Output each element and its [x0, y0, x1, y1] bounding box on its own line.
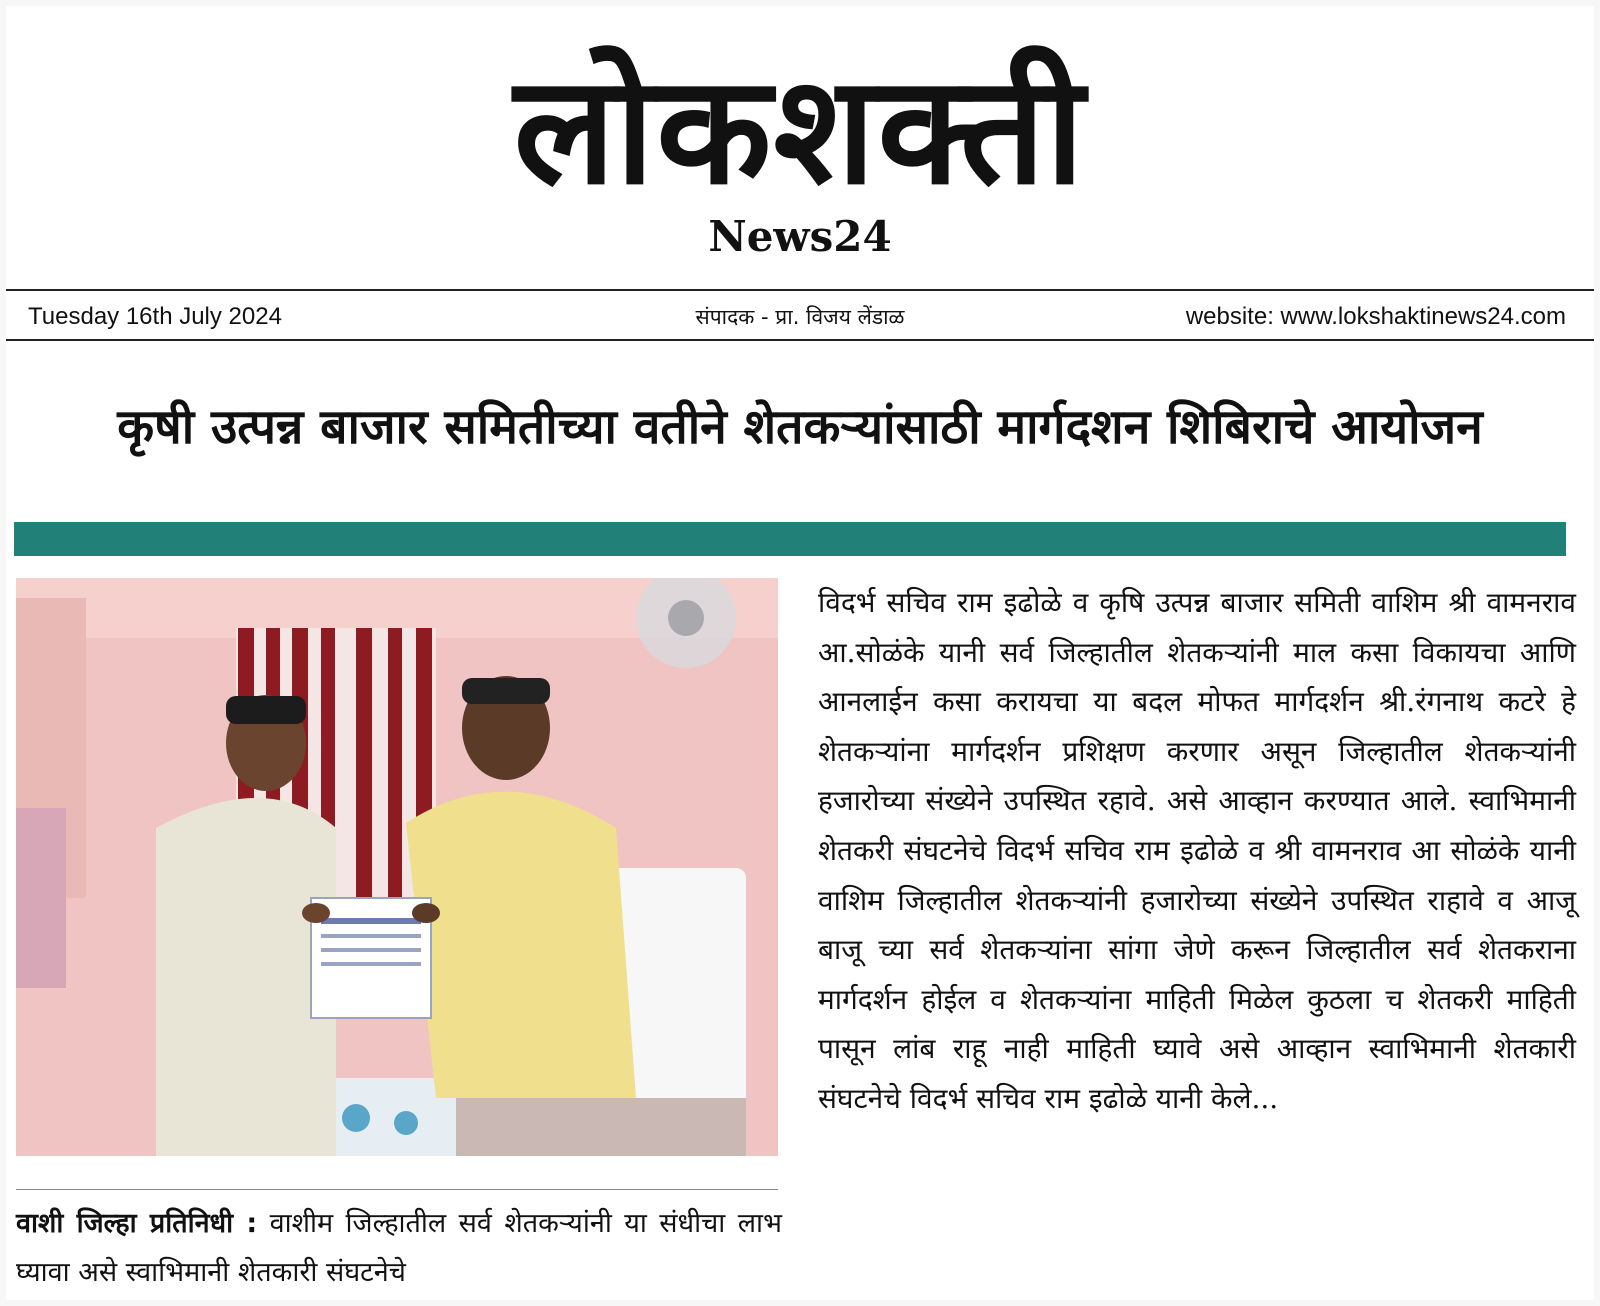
issue-date: Tuesday 16th July 2024 [28, 303, 282, 330]
byline: वाशी जिल्हा प्रतिनिधी : [16, 1208, 258, 1239]
article-photo [16, 578, 778, 1156]
masthead-subtitle: News24 [708, 212, 892, 261]
article-body: विदर्भ सचिव राम इढोळे व कृषि उत्पन्न बाजार समिती वाशिम श्री वामनराव आ.सोळंके यानी सर्व जिल्हातील शेतकऱ्यांनी माल कसा विकायचा आणि आनलाईन कसा करायचा या बदल मोफत मार्गदर्शन श्री.रंगनाथ कटरे हे शेतकऱ्यांना मार्गदर्शन प्रशिक्षण करणार असून जिल्हातील शेतकऱ्यांनी हजारोच्या संख्येने उपस्थित रहावे. असे आव्हान करण्यात आले. स्वाभिमानी शेतकरी संघटनेचे विदर्भ सचिव राम इढोळे व श्री वामनराव आ सोळंके यानी वाशिम जिल्हातील शेतकऱ्यांनी हजारोच्या संख्येने उपस्थित राहावे व आजू बाजू च्या सर्व शेतकऱ्यांना सांगा जेणे करून जिल्हातील सर्व शेतकराना मार्गदर्शन होईल व शेतकऱ्यांना माहिती मिळेल कुठला च शेतकरी माहिती पासून लांब राहू नाही माहिती घ्यावे असे आव्हान स्वाभिमानी शेतकारी संघटनेचे विदर्भ सचिव राम इढोळे यानी केले... [818, 586, 1576, 1115]
photo-illustration [16, 578, 778, 1156]
caption-divider [16, 1189, 778, 1190]
accent-bar [14, 522, 1566, 556]
masthead-title: लोकशक्ती [513, 44, 1087, 218]
editor-credit: संपादक - प्रा. विजय लेंडाळ [695, 305, 905, 329]
info-bar [6, 289, 1594, 341]
intro-text: वाशीम जिल्हातील सर्व शेतकऱ्यांनी या संधीचा लाभ घ्यावा असे स्वाभिमानी शेतकारी संघटनेचे [16, 1208, 782, 1288]
article-headline: कृषी उत्पन्न बाजार समितीच्या वतीने शेतकऱ्यांसाठी मार्गदशन शिबिराचे आयोजन [117, 399, 1483, 455]
newspaper-page [6, 6, 1594, 1300]
masthead [6, 46, 1594, 262]
article-intro [16, 1199, 782, 1297]
website-link: website: www.lokshaktinews24.com [1185, 303, 1566, 330]
